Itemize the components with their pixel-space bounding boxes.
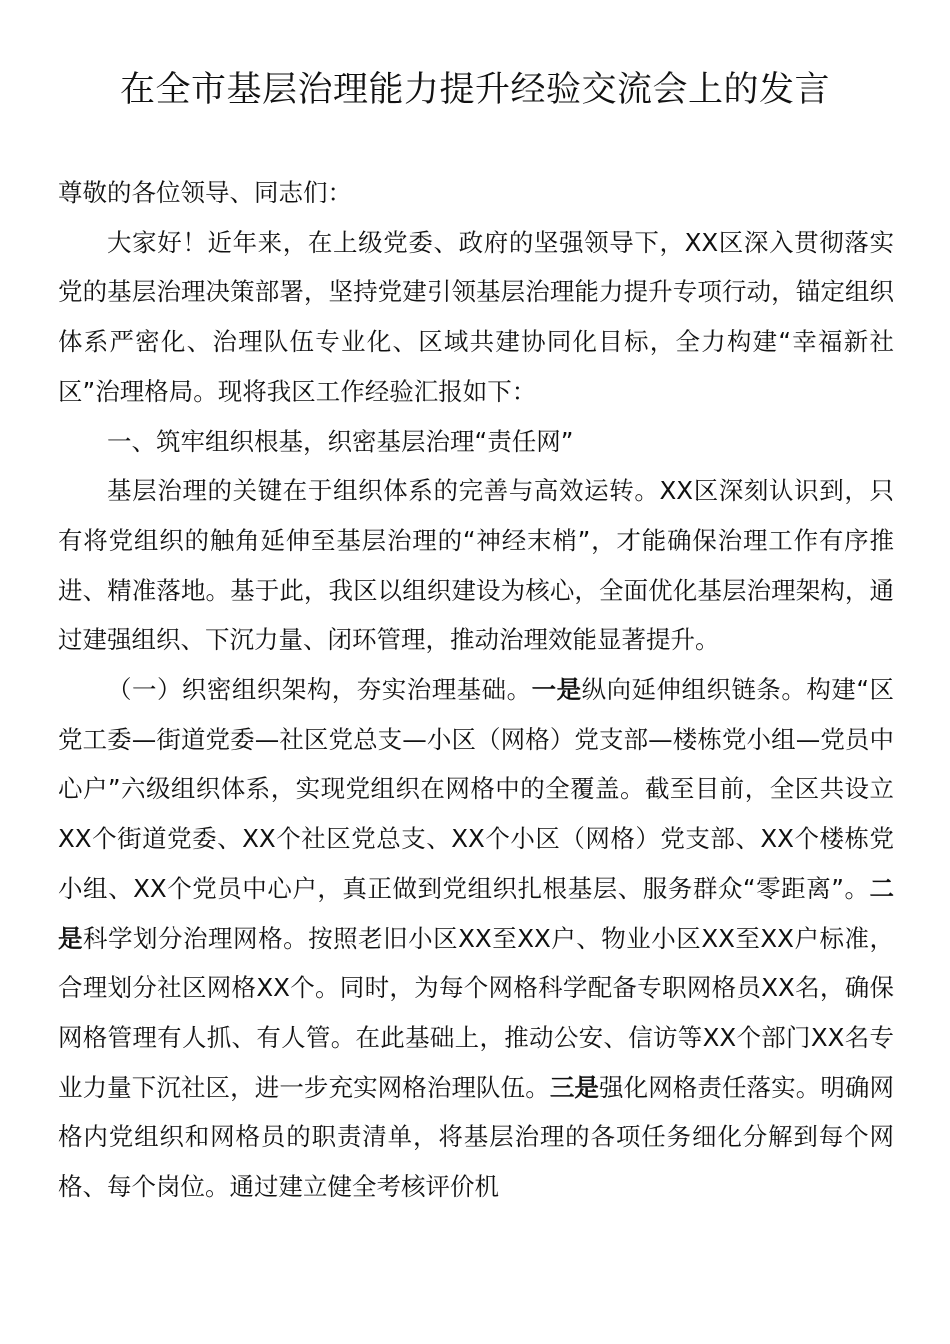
subsection-1-lead: （一）织密组织架构，夯实治理基础。 xyxy=(107,675,532,705)
salutation: 尊敬的各位领导、同志们： xyxy=(58,178,352,207)
section-1-heading: 一、筑牢组织根基，织密基层治理“责任网” xyxy=(107,426,574,456)
subsection-1-part-3: 强化网格责任落实。明确网格内党组织和网格员的职责清单，将基层治理的各项任务细化分解到每个网格、每个岗位。通过建立健全考核评价机 xyxy=(58,1072,895,1202)
subsection-1-paragraph xyxy=(58,665,894,1212)
intro-paragraph: 大家好！近年来，在上级党委、政府的坚强领导下，XX区深入贯彻落实党的基层治理决策部署，坚持党建引领基层治理能力提升专项行动，锚定组织体系严密化、治理队伍专业化、区域共建协同化目标，全力构建“幸福新社区”治理格局。现将我区工作经验汇报如下： xyxy=(58,227,894,406)
subsection-1-part-2: 科学划分治理网格。按照老旧小区XX至XX户、物业小区XX至XX户标准，合理划分社区网格XX个。同时，为每个网格科学配备专职网格员XX名，确保网格管理有人抓、有人管。在此基础上，推动公安、信访等XX个部门XX名专业力量下沉社区，进一步充实网格治理队伍。 xyxy=(58,923,894,1102)
section-1-body: 基层治理的关键在于组织体系的完善与高效运转。XX区深刻认识到，只有将党组织的触角延伸至基层治理的“神经末梢”，才能确保治理工作有序推进、精准落地。基于此，我区以组织建设为核心，全面优化基层治理架构，通过建强组织、下沉力量、闭环管理，推动治理效能显著提升。 xyxy=(58,476,894,655)
marker-first: 一是 xyxy=(531,675,582,705)
subsection-1-part-1: 纵向延伸组织链条。构建“区党工委—街道党委—社区党总支—小区（网格）党支部—楼栋党小组—党员中心户”六级组织体系，实现党组织在网格中的全覆盖。截至目前，全区共设立XX个街道党委、XX个社区党总支、XX个小区（网格）党支部、XX个楼栋党小组、XX个党员中心户，真正做到党组织扎根基层、服务群众“零距离”。 xyxy=(58,675,895,903)
document-body xyxy=(58,168,894,1212)
marker-third: 三是 xyxy=(549,1072,600,1102)
marker-second: 二是 xyxy=(58,873,894,953)
document-title: 在全市基层治理能力提升经验交流会上的发言 xyxy=(119,70,830,110)
